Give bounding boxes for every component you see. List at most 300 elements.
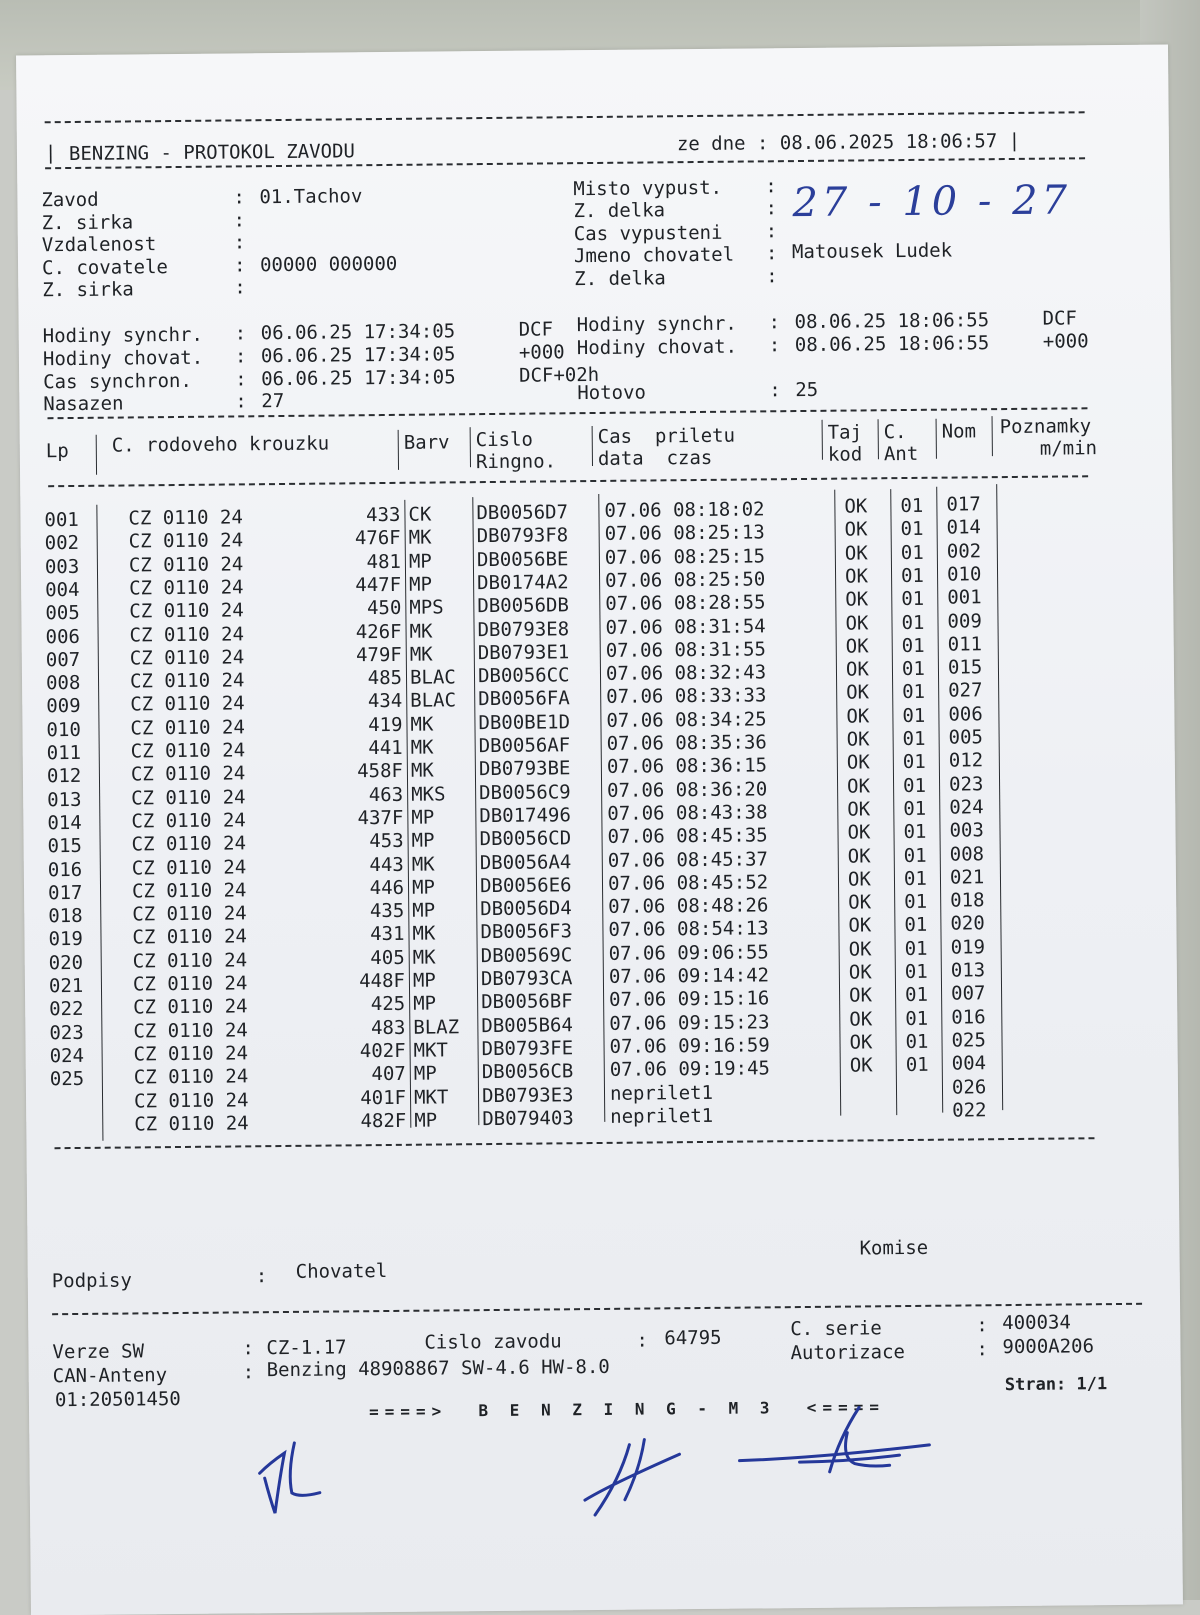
row-antenna: 01: [900, 494, 924, 518]
row-arrival: 07.06 08:33:33: [606, 684, 767, 709]
col-header-ant-2: Ant: [883, 442, 919, 466]
row-antenna: 01: [904, 914, 928, 937]
row-arrival: 07.06 08:48:26: [608, 894, 769, 918]
row-antenna: 01: [904, 960, 928, 984]
row-ring-number: 450: [366, 597, 402, 620]
row-antenna: 01: [904, 937, 928, 960]
row-ring-number: 479F: [355, 643, 402, 667]
row-nom: 004: [951, 1052, 987, 1075]
clock-extra: DCF: [518, 318, 554, 341]
row-nom: 009: [947, 609, 982, 633]
row-color: MP: [413, 1062, 437, 1085]
row-antenna: 01: [902, 727, 926, 751]
clock-extra: DCF: [1042, 307, 1078, 330]
race-number-value: 64795: [664, 1326, 722, 1350]
row-nom: 011: [947, 633, 983, 656]
clock-label: Cas synchron.: [43, 369, 204, 393]
col-header-arrival-1: Cas priletu: [597, 424, 736, 448]
row-arrival: 07.06 08:28:55: [605, 591, 766, 616]
row-ringno: DB079403: [482, 1107, 574, 1130]
info-colon: :: [233, 186, 245, 209]
row-ring-number: 419: [368, 713, 403, 736]
row-ring-number: 476F: [354, 527, 401, 550]
info-label: Vzdalenost: [41, 233, 157, 257]
row-ringno: DB0793F8: [476, 524, 569, 548]
authorization-colon: :: [976, 1338, 989, 1361]
row-taj: OK: [848, 914, 872, 937]
row-arrival: 07.06 08:32:43: [605, 661, 767, 685]
clock-colon: :: [768, 334, 781, 357]
can-antenna-colon: :: [242, 1361, 255, 1384]
row-lp: 018: [48, 905, 83, 928]
row-ringno: DB0793CA: [480, 967, 573, 991]
row-arrival: 07.06 08:45:37: [607, 847, 769, 872]
row-nom: 006: [948, 702, 983, 726]
race-number-colon: :: [636, 1329, 648, 1352]
row-ring: CZ 0110 24: [130, 762, 246, 786]
row-ringno: DB0793E1: [477, 641, 570, 664]
antenna-id: 01:20501450: [54, 1388, 181, 1412]
row-ringno: DB0056BF: [481, 990, 573, 1014]
row-color: MKT: [413, 1085, 449, 1109]
row-ring: CZ 0110 24: [128, 529, 244, 553]
row-nom: 007: [950, 982, 986, 1005]
divider-top: [45, 111, 1085, 123]
row-taj: OK: [846, 681, 870, 704]
row-nom: 027: [948, 679, 983, 703]
row-taj: OK: [849, 1054, 873, 1077]
clock-extra: +000: [518, 341, 565, 364]
row-arrival: 07.06 08:43:38: [607, 801, 768, 825]
row-taj: OK: [847, 844, 871, 868]
row-color: MP: [413, 992, 437, 1016]
clock-label: Hodiny chovat.: [576, 335, 738, 360]
row-taj: OK: [845, 635, 869, 658]
row-ring: CZ 0110 24: [129, 576, 244, 600]
row-arrival: 07.06 08:35:36: [606, 731, 767, 755]
row-color: MKS: [411, 783, 446, 806]
row-lp: 003: [44, 555, 80, 578]
row-lp: 006: [45, 625, 81, 648]
info-label: Misto vypust.: [573, 176, 723, 201]
row-taj: OK: [844, 541, 868, 565]
col-header-ringno-2: Ringno.: [475, 450, 557, 474]
row-ring-number: 483: [370, 1016, 406, 1039]
row-ring: CZ 0110 24: [128, 552, 244, 577]
row-taj: OK: [847, 821, 871, 844]
row-arrival: 07.06 08:45:52: [607, 871, 769, 895]
row-ringno: DB005B64: [481, 1013, 573, 1037]
info-colon: :: [765, 175, 777, 198]
row-nom: 020: [950, 912, 985, 935]
row-ring-number: 441: [368, 736, 403, 760]
header-sep-7: [936, 419, 937, 459]
row-lp: 009: [46, 695, 81, 718]
row-color: MK: [411, 853, 435, 876]
row-nom: 014: [946, 516, 982, 539]
row-ringno: DB017496: [479, 804, 571, 828]
row-ring: CZ 0110 24: [128, 506, 243, 530]
row-lp: 023: [49, 1021, 84, 1044]
row-ring-number: 482F: [360, 1109, 407, 1133]
row-taj: OK: [846, 751, 870, 774]
row-ringno: DB0056A4: [479, 850, 572, 874]
info-colon: :: [233, 254, 246, 277]
row-taj: OK: [848, 938, 872, 961]
row-ringno: DB0056DB: [477, 594, 569, 618]
row-ring: CZ 0110 24: [130, 716, 245, 740]
row-taj: OK: [847, 798, 871, 821]
row-lp: 016: [47, 858, 83, 881]
clock-value: 06.06.25 17:34:05: [260, 320, 456, 345]
signature-commission-label: Komise: [859, 1236, 929, 1260]
row-nom: 018: [950, 889, 985, 912]
page-number: Stran: 1/1: [1004, 1374, 1108, 1396]
col-header-note-2: m/min: [1039, 437, 1098, 460]
row-arrival: 07.06 08:18:02: [604, 498, 765, 522]
row-nom: 026: [951, 1075, 987, 1099]
row-ring-number: 446: [369, 876, 405, 899]
handwritten-note: 27 - 10 - 27: [792, 177, 1072, 227]
row-nom: 023: [948, 772, 984, 796]
row-lp: 025: [49, 1068, 85, 1091]
info-colon: :: [233, 231, 246, 254]
info-label: Zavod: [41, 188, 99, 212]
clock-value: 08.06.25 18:06:55: [794, 332, 990, 357]
row-color: MKT: [413, 1039, 449, 1062]
row-ring-number: 431: [370, 923, 405, 946]
row-arrival: 07.06 08:31:54: [605, 614, 766, 639]
row-taj: OK: [847, 868, 871, 891]
row-ring-number: 402F: [359, 1039, 406, 1063]
row-ring-number: 437F: [357, 806, 404, 830]
date-label: ze dne : 08.06.2025 18:06:57 |: [676, 129, 1021, 156]
row-color: MK: [412, 946, 436, 969]
row-nom: 002: [946, 539, 982, 563]
row-antenna: 01: [902, 704, 926, 727]
body-sep-taj: [890, 489, 897, 1115]
protocol-sheet: [16, 44, 1183, 1615]
row-ring: CZ 0110 24: [129, 669, 245, 693]
info-colon: :: [765, 197, 778, 220]
row-ring: CZ 0110 24: [131, 832, 247, 856]
signatures-colon: :: [255, 1265, 268, 1288]
clock-label: Nasazen: [43, 392, 204, 416]
clock-label: Hodiny synchr.: [42, 323, 203, 348]
header-sep-6: [878, 419, 879, 459]
row-color: MK: [409, 620, 433, 643]
row-taj: OK: [846, 705, 870, 728]
row-antenna: 01: [900, 564, 925, 587]
row-nom: 010: [946, 563, 982, 586]
row-nom: 003: [949, 819, 984, 842]
body-sep-ant: [936, 487, 943, 1113]
row-ring: CZ 0110 24: [133, 1065, 249, 1089]
row-ringno: DB0056D4: [480, 897, 572, 921]
row-ring: CZ 0110 24: [131, 879, 247, 903]
row-taj: OK: [848, 984, 873, 1007]
row-ringno: DB0174A2: [477, 571, 569, 595]
row-ring: CZ 0110 24: [132, 902, 247, 926]
row-taj: OK: [844, 565, 869, 588]
clock-colon: :: [768, 311, 781, 334]
row-arrival: 07.06 09:06:55: [608, 941, 769, 965]
row-antenna: 01: [905, 1030, 929, 1053]
row-lp: 017: [47, 881, 83, 905]
row-nom: 013: [950, 959, 986, 982]
authorization-label: Autorizace: [790, 1341, 906, 1365]
row-antenna: 01: [905, 1007, 929, 1030]
row-ring-number: 458F: [357, 760, 404, 783]
clock-value: 06.06.25 17:34:05: [260, 343, 456, 367]
clock-colon: :: [234, 322, 247, 345]
row-ring-number: 401F: [360, 1086, 407, 1109]
row-taj: OK: [846, 728, 870, 751]
body-sep-arrival: [834, 490, 841, 1116]
row-color: MP: [414, 1109, 438, 1132]
header-bar-left: |: [44, 142, 57, 165]
divider-table-header: [48, 475, 1088, 487]
row-ring-number: 447F: [355, 573, 402, 597]
info-value: 01.Tachov: [259, 185, 363, 209]
row-arrival: 07.06 08:36:15: [606, 754, 768, 779]
col-header-nom: Nom: [941, 420, 977, 443]
row-antenna: 01: [901, 611, 925, 634]
row-ring-number: 448F: [359, 969, 406, 993]
row-nom: 005: [948, 726, 984, 749]
row-taj: OK: [846, 774, 871, 798]
row-taj: OK: [845, 658, 869, 681]
serial-label: C. serie: [790, 1317, 882, 1341]
col-header-ring: C. rodoveho krouzku: [111, 432, 330, 457]
row-antenna: 01: [900, 541, 924, 564]
row-lp: 013: [47, 788, 82, 811]
col-header-arrival-2: data czas: [597, 446, 713, 470]
row-ring: CZ 0110 24: [130, 739, 246, 763]
row-nom: 019: [950, 935, 986, 959]
row-arrival: neprilet1: [610, 1104, 714, 1128]
row-ring: CZ 0110 24: [129, 646, 245, 670]
row-nom: 022: [952, 1099, 987, 1122]
row-arrival: neprilet1: [609, 1081, 714, 1105]
row-taj: OK: [844, 495, 868, 518]
signature-mark-2: [569, 1409, 710, 1530]
row-ring-number: 453: [369, 830, 404, 853]
row-lp: 002: [44, 532, 80, 555]
info-colon: :: [233, 208, 246, 232]
row-antenna: 01: [900, 518, 924, 541]
row-color: BLAZ: [413, 1015, 460, 1039]
row-lp: 011: [46, 741, 82, 765]
row-taj: OK: [844, 518, 868, 541]
clock-value: 25: [795, 378, 819, 402]
info-label: Jmeno chovatel: [573, 243, 735, 268]
row-lp: 021: [48, 974, 84, 998]
row-nom: 016: [951, 1005, 986, 1029]
row-antenna: 01: [903, 844, 927, 867]
clock-value: 06.06.25 17:34:05: [261, 365, 456, 390]
row-antenna: 01: [901, 657, 925, 681]
col-header-ringno-1: Cislo: [475, 428, 534, 452]
row-ringno: DB0056FA: [478, 687, 570, 711]
row-color: CK: [408, 503, 432, 526]
row-arrival: 07.06 08:36:20: [607, 777, 768, 802]
row-taj: OK: [848, 891, 872, 914]
header-sep-1: [96, 435, 97, 475]
row-arrival: 07.06 08:25:13: [604, 521, 765, 546]
signatures-label: Podpisy: [51, 1269, 132, 1293]
row-color: MK: [408, 526, 432, 550]
clock-label: Hodiny synchr.: [576, 312, 737, 337]
row-arrival: 07.06 09:16:59: [609, 1034, 770, 1058]
row-ring-number: 433: [366, 503, 401, 527]
row-taj: OK: [849, 1007, 873, 1031]
can-antenna-label: CAN-Anteny: [52, 1364, 168, 1388]
row-ringno: DB00569C: [480, 943, 573, 967]
row-ring-number: 463: [368, 783, 404, 806]
row-ringno: DB0793BE: [478, 757, 571, 781]
row-ring: CZ 0110 24: [131, 855, 247, 879]
info-colon: :: [766, 264, 778, 287]
row-lp: 014: [47, 811, 82, 835]
brand-banner: ====> B E N Z I N G - M 3 <====: [368, 1397, 886, 1422]
divider-table-bottom: [55, 1137, 1095, 1149]
row-taj: OK: [845, 611, 869, 635]
row-color: BLAC: [409, 666, 456, 689]
row-lp: 001: [44, 508, 79, 532]
row-ring-number: 405: [370, 946, 405, 969]
row-ringno: DB0056C9: [479, 780, 571, 804]
row-taj: OK: [848, 961, 872, 984]
col-header-color: Barv: [403, 431, 450, 454]
row-ringno: DB0056D7: [476, 501, 569, 525]
row-antenna: 01: [905, 1054, 929, 1077]
sw-version-label: Verze SW: [52, 1340, 145, 1364]
row-antenna: 01: [904, 890, 928, 914]
row-antenna: 01: [904, 984, 929, 1007]
row-ringno: DB0056F3: [480, 920, 573, 944]
row-ring: CZ 0110 24: [133, 1088, 249, 1112]
info-colon: :: [765, 220, 778, 243]
col-header-taj-1: Taj: [827, 421, 863, 444]
info-value: 00000 000000: [259, 252, 398, 276]
row-ring: CZ 0110 24: [129, 599, 244, 623]
row-color: MK: [410, 736, 434, 759]
row-ring-number: 426F: [355, 620, 402, 643]
col-header-taj-2: kod: [827, 443, 863, 466]
row-arrival: 07.06 09:15:23: [609, 1010, 770, 1035]
clock-extra: DCF+02h: [519, 363, 600, 387]
row-color: MP: [412, 969, 436, 992]
row-nom: 021: [949, 866, 985, 889]
info-label: Z. sirka: [41, 211, 134, 234]
row-ring: CZ 0110 24: [131, 809, 246, 833]
row-color: MP: [411, 829, 435, 852]
row-arrival: 07.06 08:31:55: [605, 638, 767, 662]
info-value: Matousek Ludek: [791, 239, 953, 264]
row-color: MP: [411, 876, 436, 899]
row-ring: CZ 0110 24: [134, 1112, 249, 1136]
row-nom: 025: [951, 1029, 986, 1052]
row-taj: OK: [845, 588, 869, 611]
info-label: Z. sirka: [42, 278, 134, 302]
row-antenna: 01: [903, 867, 927, 890]
sw-version-value: CZ-1.17: [266, 1336, 347, 1360]
row-lp: 024: [49, 1044, 85, 1068]
sw-version-colon: :: [242, 1337, 255, 1360]
row-ring: CZ 0110 24: [132, 925, 247, 949]
row-taj: OK: [849, 1031, 873, 1054]
row-lp: 020: [48, 951, 84, 974]
clock-value: 08.06.25 18:06:55: [794, 309, 990, 334]
row-lp: 005: [45, 602, 80, 625]
row-color: MK: [412, 922, 436, 946]
row-lp: 015: [47, 835, 83, 858]
row-arrival: 07.06 09:15:16: [609, 987, 770, 1012]
row-nom: 017: [946, 493, 981, 516]
row-arrival: 07.06 08:54:13: [608, 917, 769, 942]
signature-breeder-label: Chovatel: [295, 1260, 388, 1283]
clock-extra: +000: [1042, 330, 1089, 353]
row-lp: 008: [45, 672, 81, 695]
col-header-lp: Lp: [45, 440, 69, 463]
header-sep-4: [592, 426, 593, 466]
info-label: Z. delka: [573, 199, 666, 223]
row-lp: 019: [48, 928, 83, 951]
row-color: MK: [409, 643, 433, 666]
can-antenna-value: Benzing 48908867 SW-4.6 HW-8.0: [266, 1355, 610, 1382]
clock-label: Hodiny chovat.: [42, 346, 204, 371]
row-ring-number: 434: [367, 690, 403, 713]
row-ring: CZ 0110 24: [133, 995, 248, 1019]
row-color: MP: [411, 806, 435, 829]
date-value: 08.06.2025 18:06:57: [779, 130, 998, 155]
row-ring-number: 407: [371, 1063, 406, 1086]
row-ringno: DB0056BE: [476, 547, 569, 571]
row-nom: 024: [949, 796, 984, 819]
row-color: MPS: [409, 596, 444, 619]
row-ringno: DB0056AF: [478, 734, 571, 758]
row-ring: CZ 0110 24: [131, 785, 246, 810]
header-sep-8: [992, 416, 993, 456]
row-antenna: 01: [901, 588, 925, 611]
row-ring-number: 443: [369, 853, 404, 876]
row-ringno: DB0056CD: [479, 827, 572, 851]
clock-colon: :: [769, 379, 781, 402]
row-antenna: 01: [903, 821, 927, 844]
race-number-label: Cislo zavodu: [424, 1330, 562, 1354]
body-sep-lp: [96, 505, 103, 1141]
col-header-note-1: Poznamky: [999, 415, 1092, 439]
header-sep-5: [822, 420, 823, 460]
row-ring-number: 485: [367, 666, 403, 690]
row-ringno: DB00BE1D: [478, 710, 571, 734]
info-label: Z. delka: [574, 266, 666, 290]
row-ringno: DB0056E6: [479, 874, 572, 897]
row-ringno: DB0793E3: [481, 1083, 574, 1107]
row-antenna: 01: [902, 774, 927, 797]
signature-mark-3: [729, 1387, 950, 1489]
clock-colon: :: [235, 367, 247, 391]
row-ringno: DB0793E8: [477, 617, 570, 641]
row-arrival: 07.06 08:34:25: [606, 708, 767, 732]
row-ring: CZ 0110 24: [132, 949, 248, 973]
row-lp: 012: [46, 765, 82, 788]
row-antenna: 01: [902, 681, 926, 704]
row-antenna: 01: [902, 751, 926, 774]
row-nom: 015: [947, 656, 983, 679]
row-ringno: DB0056CB: [481, 1060, 574, 1084]
